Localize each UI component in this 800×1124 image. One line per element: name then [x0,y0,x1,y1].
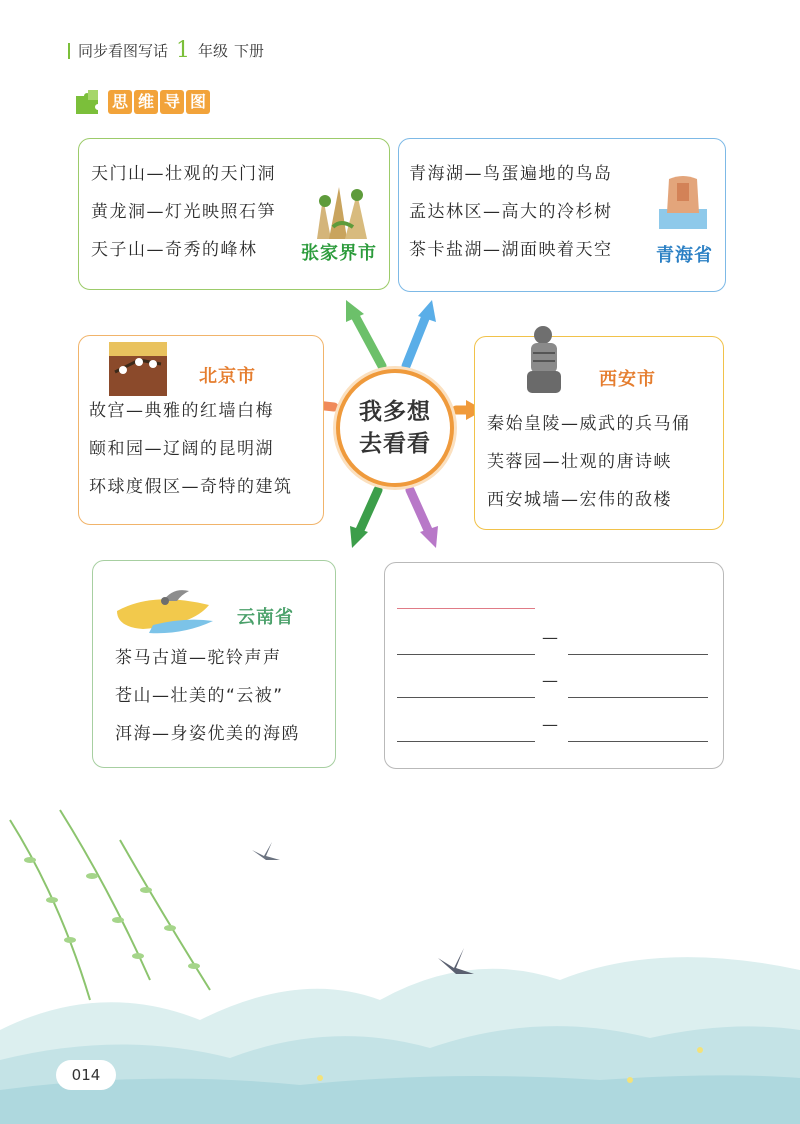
arrow-yunnan [360,490,378,530]
card-yunnan [92,560,336,768]
city-label: 北京市 [199,366,256,387]
mountain-illustration [313,183,375,239]
list-item: 故宫—典雅的红墙白梅 [89,401,274,421]
center-line-1: 我多想 [359,399,431,425]
city-name-blank[interactable] [397,608,535,609]
list-item: 环球度假区—奇特的建筑 [89,477,293,497]
arrow-blank [410,490,428,530]
card-zhangjiajie [78,138,390,290]
grade-label: 年级 [198,42,229,60]
card-xian [474,336,724,530]
city-label: 西安市 [599,369,656,390]
blank-place-3[interactable] [397,741,535,742]
arrow-zhangjiajie [354,314,382,366]
city-label: 张家界市 [301,243,377,264]
list-item: 孟达林区—高大的冷杉树 [409,202,613,222]
swallow-icon [252,842,280,860]
page-number: 014 [56,1060,116,1090]
red-wall-plum-illustration [109,342,167,396]
willow-leaves [24,857,200,969]
blank-feature-1[interactable] [568,654,708,655]
blank-place-2[interactable] [397,697,535,698]
center-line-2: 去看看 [359,431,431,457]
seagull-lake-illustration [113,581,217,635]
grade-number: 1 [176,38,191,63]
list-item: 天子山—奇秀的峰林 [91,240,258,260]
landscape-decoration [0,780,800,1124]
title-char: 导 [160,90,184,114]
title-char: 思 [108,90,132,114]
blank-place-1[interactable] [397,654,535,655]
list-item: 西安城墙—宏伟的敌楼 [487,490,672,510]
dash-1: — [542,628,558,647]
center-topic [336,369,454,487]
arrow-qinghai [406,316,426,366]
city-label: 云南省 [237,607,294,628]
list-item: 青海湖—鸟蛋遍地的鸟岛 [409,164,613,184]
dash-2: — [542,671,558,690]
city-label: 青海省 [656,245,713,266]
swallow-icon [438,948,474,974]
list-item: 茶卡盐湖—湖面映着天空 [409,240,613,260]
title-char: 图 [186,90,210,114]
card-blank-fill-in [384,562,724,769]
book-title: 同步看图写话 [78,42,169,60]
dash-3: — [542,715,558,734]
title-char: 维 [134,90,158,114]
list-item: 芙蓉园—壮观的唐诗峡 [487,452,672,472]
list-item: 黄龙洞—灯光映照石笋 [91,202,276,222]
list-item: 洱海—身姿优美的海鸥 [115,724,300,744]
list-item: 天门山—壮观的天门洞 [91,164,276,184]
stone-monument-illustration [659,173,707,229]
blank-feature-2[interactable] [568,697,708,698]
list-item: 茶马古道—驼铃声声 [115,648,282,668]
card-qinghai [398,138,726,292]
list-item: 苍山—壮美的“云被” [115,686,284,706]
willow-branches [10,810,210,1000]
card-beijing [78,335,324,525]
term-label: 下册 [234,42,265,60]
list-item: 秦始皇陵—威武的兵马俑 [487,414,691,434]
list-item: 颐和园—辽阔的昆明湖 [89,439,274,459]
terracotta-warrior-illustration [519,323,569,397]
blank-feature-3[interactable] [568,741,708,742]
